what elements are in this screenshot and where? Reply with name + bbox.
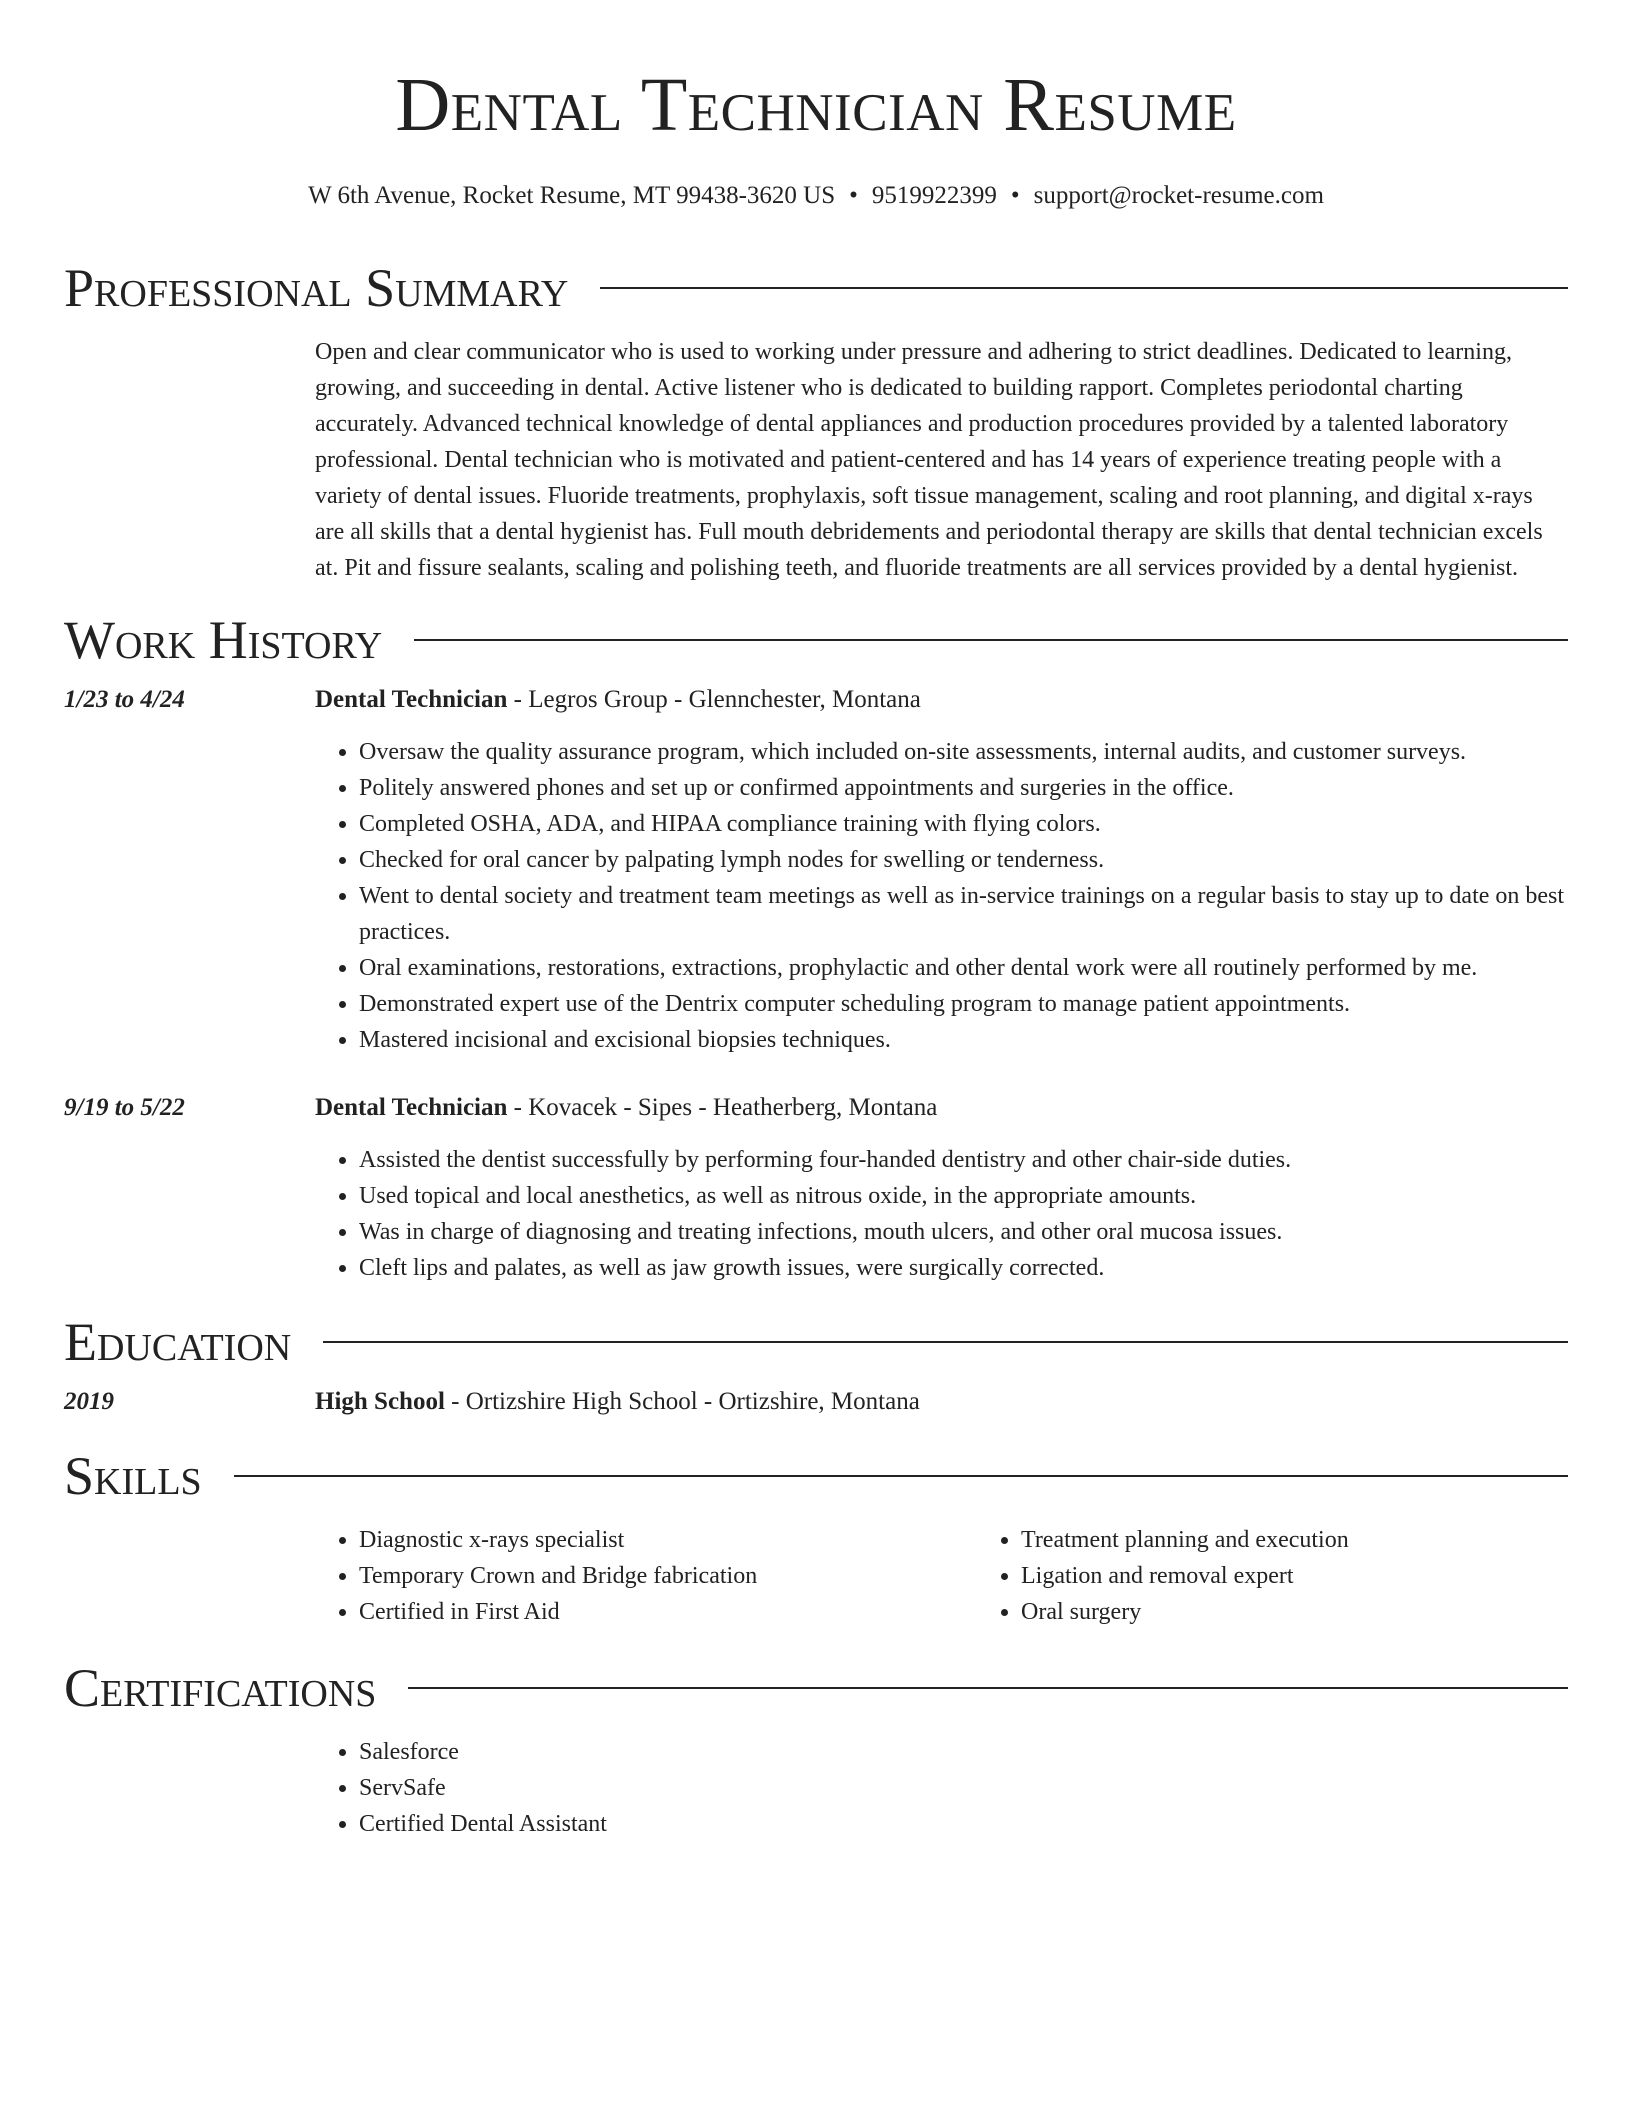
section-divider bbox=[323, 1341, 1568, 1343]
section-header-skills bbox=[64, 1444, 1568, 1508]
list-item: • Mastered incisional and excisional biopsies techniques. bbox=[359, 1022, 1568, 1058]
list-item: • Completed OSHA, ADA, and HIPAA compliance training with flying colors. bbox=[359, 806, 1568, 842]
section-divider bbox=[414, 639, 1568, 641]
job-heading bbox=[315, 1090, 1568, 1126]
list-item: • Ligation and removal expert bbox=[1021, 1558, 1632, 1594]
contact-separator: • bbox=[1010, 182, 1020, 209]
job-bullets bbox=[315, 1142, 1568, 1286]
job-bullets bbox=[315, 734, 1568, 1058]
section-divider bbox=[234, 1475, 1568, 1477]
job-title: Dental Technician bbox=[315, 686, 508, 713]
list-item: • Certified Dental Assistant bbox=[359, 1806, 1568, 1842]
education-degree: High School bbox=[315, 1388, 445, 1415]
skills-list-left bbox=[315, 1522, 977, 1630]
job-content bbox=[315, 1090, 1568, 1286]
job-dates: 1/23 to 4/24 bbox=[64, 686, 185, 713]
left-column bbox=[64, 334, 315, 586]
list-item: • Oral examinations, restorations, extractions, prophylactic and other dental work were all routinely performed by me. bbox=[359, 950, 1568, 986]
skills-row bbox=[64, 1522, 1568, 1630]
contact-email: support@rocket-resume.com bbox=[1033, 182, 1324, 209]
education-year: 2019 bbox=[64, 1388, 114, 1415]
job-title: Dental Technician bbox=[315, 1094, 508, 1121]
job-dates: 9/19 to 5/22 bbox=[64, 1094, 185, 1121]
list-item: • Oversaw the quality assurance program, which included on-site assessments, internal audits, and customer surveys. bbox=[359, 734, 1568, 770]
left-column bbox=[64, 1522, 315, 1630]
section-title: Certifications bbox=[64, 1658, 377, 1718]
job-employer: - Legros Group - Glennchester, Montana bbox=[507, 686, 921, 713]
certifications-list bbox=[315, 1734, 1568, 1842]
list-item: • Certified in First Aid bbox=[359, 1594, 977, 1630]
section-title: Professional Summary bbox=[64, 258, 569, 318]
resume-title: Dental Technician Resume bbox=[395, 63, 1237, 147]
summary-row bbox=[64, 334, 1568, 586]
section-title: Work History bbox=[64, 610, 383, 670]
list-item: • Treatment planning and execution bbox=[1021, 1522, 1632, 1558]
right-column bbox=[315, 334, 1568, 586]
education-heading bbox=[315, 1384, 1568, 1420]
list-item: • Assisted the dentist successfully by performing four-handed dentistry and other chair-side duties. bbox=[359, 1142, 1568, 1178]
skills-list-right bbox=[977, 1522, 1632, 1630]
section-header-work-history bbox=[64, 608, 1568, 672]
list-item: • ServSafe bbox=[359, 1770, 1568, 1806]
skills-grid bbox=[315, 1522, 1632, 1630]
list-item: • Oral surgery bbox=[1021, 1594, 1632, 1630]
certifications-row bbox=[64, 1734, 1568, 1842]
section-header-certifications bbox=[64, 1656, 1568, 1720]
job-entry bbox=[64, 1090, 1568, 1286]
education-school: - Ortizshire High School - Ortizshire, Montana bbox=[444, 1388, 920, 1415]
contact-address: W 6th Avenue, Rocket Resume, MT 99438-3620 US bbox=[308, 182, 836, 209]
list-item: • Used topical and local anesthetics, as well as nitrous oxide, in the appropriate amounts. bbox=[359, 1178, 1568, 1214]
section-title: Education bbox=[64, 1312, 292, 1372]
section-divider bbox=[600, 287, 1568, 289]
job-content bbox=[315, 682, 1568, 1058]
job-entry bbox=[64, 682, 1568, 1058]
list-item: • Demonstrated expert use of the Dentrix computer scheduling program to manage patient appointments. bbox=[359, 986, 1568, 1022]
section-divider bbox=[408, 1687, 1568, 1689]
left-column bbox=[64, 1734, 315, 1842]
section-title: Skills bbox=[64, 1446, 202, 1506]
list-item: • Cleft lips and palates, as well as jaw growth issues, were surgically corrected. bbox=[359, 1250, 1568, 1286]
summary-text: Open and clear communicator who is used to working under pressure and adhering to strict deadlines. Dedicated to learning, growing, and succeeding in dental. Active listener who is dedicated to building rapport. Completes periodontal charting accurately. Advanced technical knowledge of dental appliances and production procedures provided by a talented laboratory professional. Dental technician who is motivated and patient-centered and has 14 years of experience treating people with a variety of dental issues. Fluoride treatments, prophylaxis, soft tissue management, scaling and root planning, and digital x-rays are all skills that a dental hygienist has. Full mouth debridements and periodontal therapy are skills that dental technician excels at. Pit and fissure sealants, scaling and polishing teeth, and fluoride treatments are all services provided by a dental hygienist. bbox=[315, 339, 1543, 581]
job-employer: - Kovacek - Sipes - Heatherberg, Montana bbox=[507, 1094, 938, 1121]
list-item: • Checked for oral cancer by palpating lymph nodes for swelling or tenderness. bbox=[359, 842, 1568, 878]
contact-separator: • bbox=[849, 182, 858, 209]
job-heading bbox=[315, 682, 1568, 718]
list-item: • Went to dental society and treatment team meetings as well as in-service trainings on a regular basis to stay up to date on best practices. bbox=[359, 878, 1568, 950]
education-content bbox=[315, 1384, 1568, 1420]
list-item: • Salesforce bbox=[359, 1734, 1568, 1770]
list-item: • Was in charge of diagnosing and treating infections, mouth ulcers, and other oral mucosa issues. bbox=[359, 1214, 1568, 1250]
list-item: • Politely answered phones and set up or confirmed appointments and surgeries in the office. bbox=[359, 770, 1568, 806]
contact-line bbox=[64, 180, 1568, 212]
certifications-content bbox=[315, 1734, 1568, 1842]
list-item: • Temporary Crown and Bridge fabrication bbox=[359, 1558, 977, 1594]
section-header-summary bbox=[64, 256, 1568, 320]
list-item: • Diagnostic x-rays specialist bbox=[359, 1522, 977, 1558]
education-entry bbox=[64, 1384, 1568, 1420]
section-header-education bbox=[64, 1310, 1568, 1374]
contact-phone: 9519922399 bbox=[871, 182, 997, 209]
